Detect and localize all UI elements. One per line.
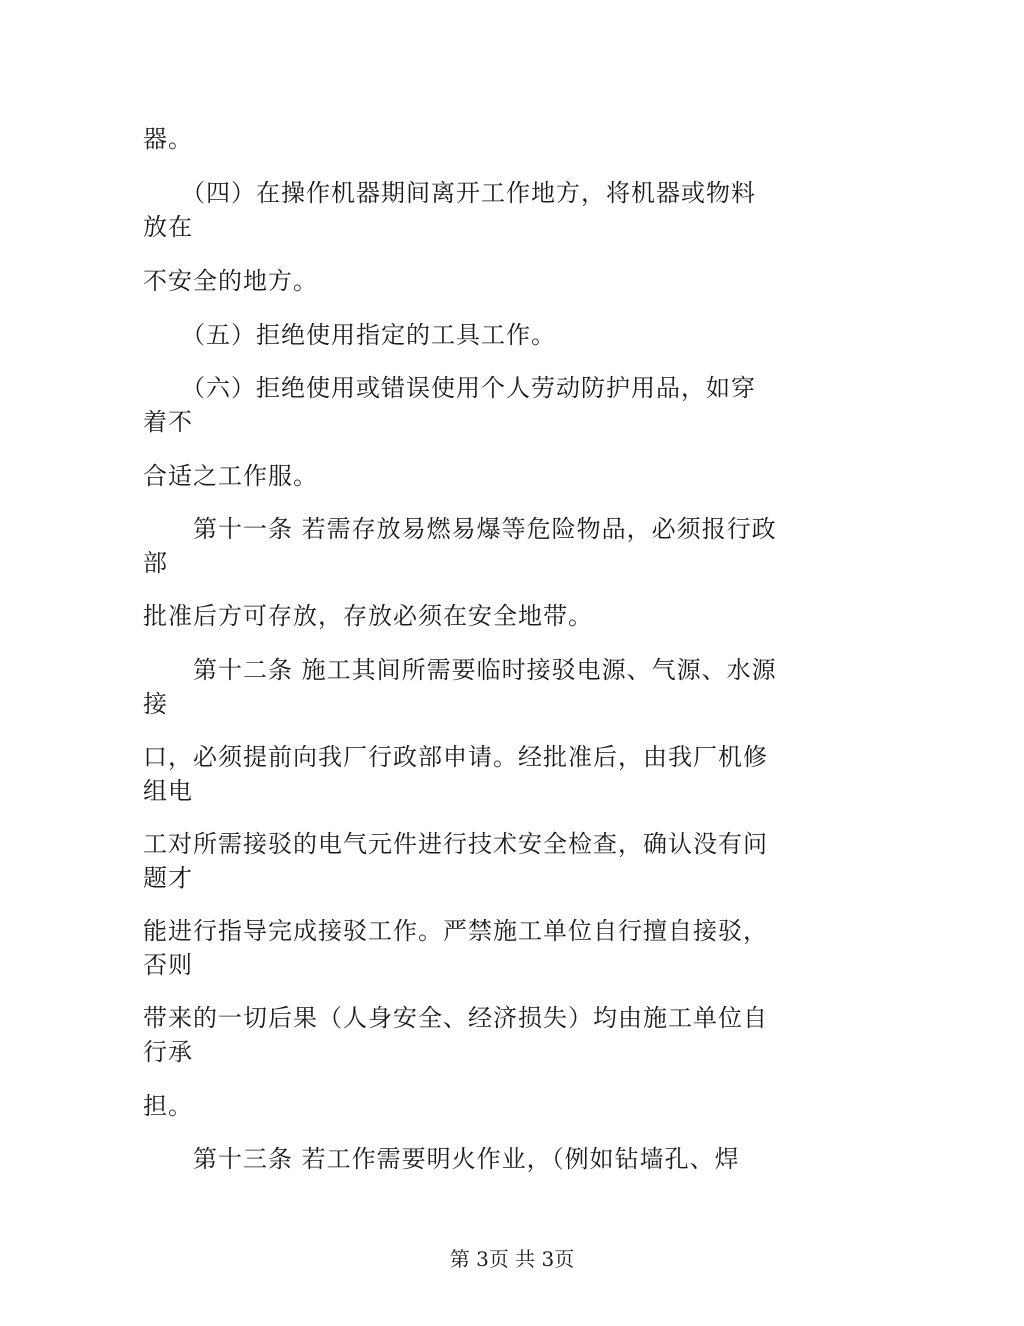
text-line: 带来的一切后果（人身安全、经济损失）均由施工单位自 [143, 1004, 768, 1032]
text-line: 第十三条 若工作需要明火作业，（例如钻墙孔、焊 [143, 1145, 740, 1173]
text-line: 第十二条 施工其间所需要临时接驳电源、气源、水源 [143, 656, 777, 684]
text-line: 行承 [143, 1038, 193, 1066]
text-line: 否则 [143, 951, 193, 979]
text-line: 接 [143, 690, 168, 718]
text-line: （六）拒绝使用或错误使用个人劳动防护用品，如穿 [143, 374, 756, 402]
text-line: 不安全的地方。 [143, 267, 318, 295]
text-line: 器。 [143, 125, 193, 153]
text-line: 放在 [143, 213, 193, 241]
page-footer: 第 3页 共 3页 [449, 1247, 575, 1271]
text-line: 组电 [143, 777, 193, 805]
text-line: 题才 [143, 864, 193, 892]
text-line: 着不 [143, 408, 193, 436]
text-line: 合适之工作服。 [143, 462, 318, 490]
text-line: 第十一条 若需存放易燃易爆等危险物品，必须报行政 [143, 515, 777, 543]
text-line: （五）拒绝使用指定的工具工作。 [143, 321, 556, 349]
text-line: 批准后方可存放，存放必须在安全地带。 [143, 602, 593, 630]
text-line: 工对所需接驳的电气元件进行技术安全检查，确认没有问 [143, 830, 768, 858]
text-line: （四）在操作机器期间离开工作地方，将机器或物料 [143, 179, 756, 207]
text-line: 口，必须提前向我厂行政部申请。经批准后，由我厂机修 [143, 743, 768, 771]
text-line: 能进行指导完成接驳工作。严禁施工单位自行擅自接驳， [143, 917, 768, 945]
text-line: 担。 [143, 1092, 193, 1120]
text-line: 部 [143, 549, 168, 577]
